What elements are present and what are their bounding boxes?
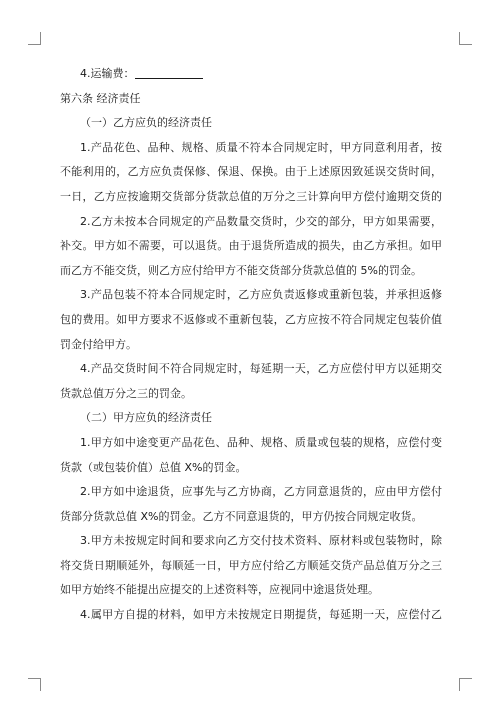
s2p3-line-2: 将交货日期顺延外，每顺延一日，甲方应付给乙方顺延交货产品总值万分之三 — [60, 558, 442, 572]
s1p3-line-3: 罚金付给甲方。 — [60, 337, 137, 351]
section-1-title: （一）乙方应负的经济责任 — [80, 116, 212, 130]
s1p2-line-2: 补交。甲方如不需要，可以退货。由于退货所造成的损失，由乙方承担。如甲 — [60, 239, 442, 253]
transport-fee-line — [60, 62, 442, 87]
s2p3-line-3: 如甲方始终不能提出应提交的上述资料等，应视同中途退货处理。 — [60, 583, 379, 597]
s1p4-line-2: 货款总值万分之三的罚金。 — [60, 386, 192, 400]
article-6-title: 第六条 经济责任 — [60, 91, 141, 105]
s1p1-line-3: 一日，乙方应按逾期交货部分货款总值的万分之三计算向甲方偿付逾期交货的 — [60, 189, 442, 203]
transport-fee-label: 4.运输费： — [80, 67, 135, 80]
s1p3-line-1: 3.产品包装不符本合同规定时，乙方应负责返修或重新包装，并承担返修 — [80, 288, 442, 302]
crop-mark-bottom-right — [459, 678, 472, 691]
s2p2-line-2: 货部分货款总值 X%的罚金。乙方不同意退货的，甲方仍按合同规定收货。 — [60, 509, 423, 523]
s1p2-line-3: 而乙方不能交货，则乙方应付给甲方不能交货部分货款总值的 5%的罚金。 — [60, 263, 422, 277]
s2p1-line-1: 1.甲方如中途变更产品花色、品种、规格、质量或包装的规格，应偿付变 — [80, 435, 442, 449]
s2p3-line-1: 3.甲方未按规定时间和要求向乙方交付技术资料、原材料或包装物时，除 — [80, 534, 442, 548]
s2p1-line-2: 货款（或包装价值）总值 X%的罚金。 — [60, 460, 247, 474]
s1p4-line-1: 4.产品交货时间不符合同规定时，每延期一天，乙方应偿付甲方以延期交 — [80, 362, 442, 376]
transport-fee-blank — [135, 65, 203, 79]
crop-mark-top-right — [459, 32, 472, 45]
s2p4-line-1: 4.属甲方自提的材料，如甲方未按规定日期提货，每延期一天，应偿付乙 — [80, 608, 442, 622]
document-body — [60, 62, 442, 628]
s1p2-line-1: 2.乙方未按本合同规定的产品数量交货时，少交的部分，甲方如果需要， — [80, 214, 442, 228]
s2p2-line-1: 2.甲方如中途退货，应事先与乙方协商，乙方同意退货的，应由甲方偿付 — [80, 485, 442, 499]
crop-mark-bottom-left — [28, 678, 41, 691]
s1p1-line-1: 1.产品花色、品种、规格、质量不符本合同规定时，甲方同意利用者，按 — [80, 140, 442, 154]
s1p1-line-2: 不能利用的，乙方应负责保修、保退、保换。由于上述原因致延误交货时间， — [60, 165, 442, 179]
crop-mark-top-left — [28, 32, 41, 45]
section-2-title: （二）甲方应负的经济责任 — [80, 411, 212, 425]
s1p3-line-2: 包的费用。如甲方要求不返修或不重新包装，乙方应按不符合同规定包装价值 — [60, 312, 442, 326]
